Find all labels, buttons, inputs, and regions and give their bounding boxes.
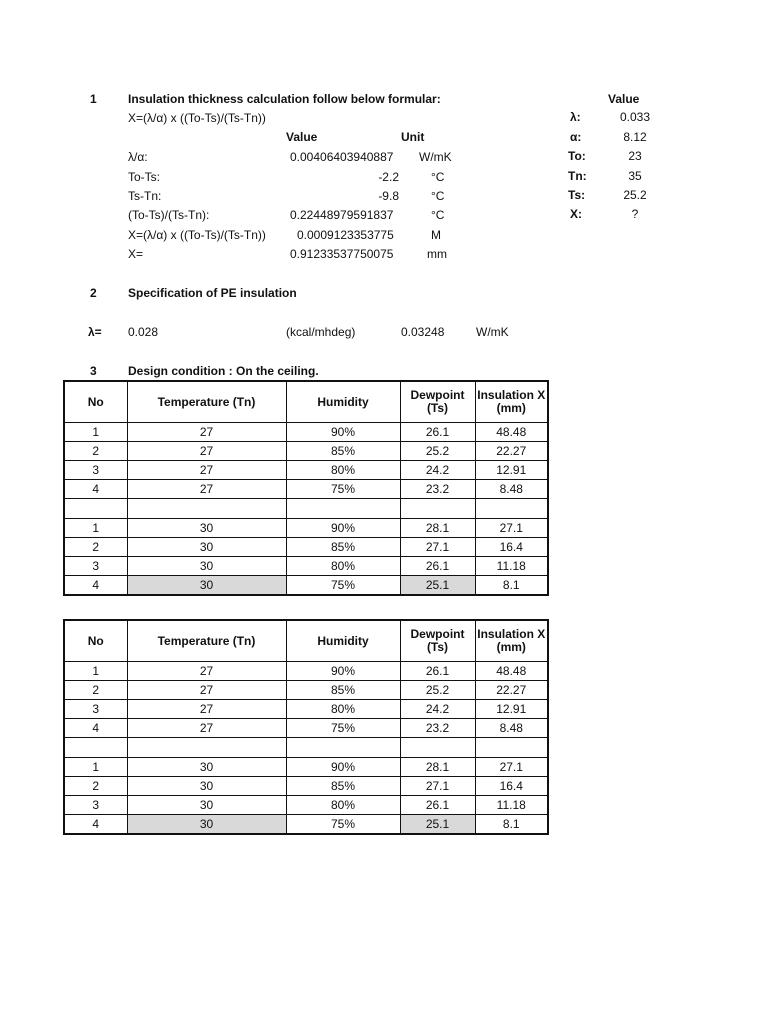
cell-dewpoint: 26.1 xyxy=(400,423,475,442)
cell-dewpoint: 28.1 xyxy=(400,519,475,538)
table-spacer-row xyxy=(64,499,548,519)
table-row xyxy=(64,777,548,796)
header-temperature: Temperature (Tn) xyxy=(127,620,286,662)
cell-no: 1 xyxy=(64,662,127,681)
section1-title: Insulation thickness calculation follow below formular: xyxy=(128,92,441,106)
section2-number: 2 xyxy=(90,286,97,300)
cell-dewpoint: 26.1 xyxy=(400,557,475,576)
table-row xyxy=(64,538,548,557)
table-row xyxy=(64,815,548,835)
calc-value: -9.8 xyxy=(378,189,399,203)
cell-humidity: 75% xyxy=(286,815,400,835)
lambda-converted-value: 0.03248 xyxy=(401,325,445,339)
calc-label: λ/α: xyxy=(128,150,148,164)
lambda-unit: (kcal/mhdeg) xyxy=(286,325,356,339)
empty-cell xyxy=(64,738,127,758)
param-value: ? xyxy=(631,207,639,221)
params-header: Value xyxy=(608,92,640,106)
cell-dewpoint: 26.1 xyxy=(400,662,475,681)
cell-dewpoint: 24.2 xyxy=(400,700,475,719)
empty-cell xyxy=(286,499,400,519)
header-humidity: Humidity xyxy=(286,381,400,423)
cell-humidity: 85% xyxy=(286,538,400,557)
calc-value: 0.00406403940887 xyxy=(290,150,394,164)
cell-insulation: 12.91 xyxy=(475,700,548,719)
cell-insulation: 8.1 xyxy=(475,815,548,835)
cell-dewpoint: 25.2 xyxy=(400,442,475,461)
cell-temperature: 27 xyxy=(127,423,286,442)
table-row xyxy=(64,557,548,576)
calc-label: X=(λ/α) x ((To-Ts)/(Ts-Tn)) xyxy=(128,228,266,242)
header-dewpoint xyxy=(400,381,475,423)
header-insulation-line2: (mm) xyxy=(496,401,526,415)
cell-insulation: 11.18 xyxy=(475,796,548,815)
cell-no: 4 xyxy=(64,719,127,738)
lambda-label: λ= xyxy=(88,325,102,339)
table-row xyxy=(64,719,548,738)
cell-dewpoint: 23.2 xyxy=(400,480,475,499)
calc-value: 0.22448979591837 xyxy=(290,208,394,222)
header-humidity: Humidity xyxy=(286,620,400,662)
design-table-1 xyxy=(63,380,549,596)
calc-label: (To-Ts)/(Ts-Tn): xyxy=(128,208,210,222)
table-header-row xyxy=(64,381,548,423)
table-row xyxy=(64,461,548,480)
cell-dewpoint: 25.1 xyxy=(400,576,475,596)
cell-humidity: 75% xyxy=(286,719,400,738)
calc-label: X= xyxy=(128,247,144,261)
cell-dewpoint: 23.2 xyxy=(400,719,475,738)
param-value: 0.033 xyxy=(619,110,651,124)
cell-dewpoint: 27.1 xyxy=(400,538,475,557)
calc-unit-header: Unit xyxy=(401,130,425,144)
cell-insulation: 8.1 xyxy=(475,576,548,596)
section1-number: 1 xyxy=(90,92,97,106)
section3-title: Design condition : On the ceiling. xyxy=(128,364,319,378)
cell-temperature: 30 xyxy=(127,758,286,777)
table-row xyxy=(64,423,548,442)
calc-unit: M xyxy=(431,228,441,242)
lambda-value: 0.028 xyxy=(128,325,159,339)
cell-temperature: 27 xyxy=(127,700,286,719)
param-label: Tn: xyxy=(568,169,587,183)
cell-no: 1 xyxy=(64,519,127,538)
table-row xyxy=(64,700,548,719)
cell-temperature: 30 xyxy=(127,557,286,576)
table-row xyxy=(64,662,548,681)
empty-cell xyxy=(127,738,286,758)
cell-humidity: 85% xyxy=(286,681,400,700)
table-row xyxy=(64,796,548,815)
cell-humidity: 80% xyxy=(286,557,400,576)
param-label: To: xyxy=(568,149,586,163)
cell-no: 2 xyxy=(64,777,127,796)
empty-cell xyxy=(127,499,286,519)
cell-insulation: 22.27 xyxy=(475,442,548,461)
table-row xyxy=(64,576,548,596)
table-row xyxy=(64,758,548,777)
cell-no: 4 xyxy=(64,480,127,499)
calc-unit: °C xyxy=(431,189,445,203)
cell-no: 3 xyxy=(64,557,127,576)
cell-dewpoint: 26.1 xyxy=(400,796,475,815)
header-no: No xyxy=(64,381,127,423)
empty-cell xyxy=(286,738,400,758)
calc-unit: mm xyxy=(427,247,447,261)
cell-insulation: 8.48 xyxy=(475,480,548,499)
param-value: 35 xyxy=(628,169,642,183)
cell-humidity: 75% xyxy=(286,480,400,499)
empty-cell xyxy=(64,499,127,519)
param-label: X: xyxy=(570,207,582,221)
design-table-2 xyxy=(63,619,549,835)
param-label: α: xyxy=(570,130,582,144)
cell-insulation: 16.4 xyxy=(475,538,548,557)
cell-dewpoint: 25.1 xyxy=(400,815,475,835)
cell-dewpoint: 28.1 xyxy=(400,758,475,777)
cell-temperature: 30 xyxy=(127,538,286,557)
lambda-converted-unit: W/mK xyxy=(476,325,509,339)
empty-cell xyxy=(400,738,475,758)
cell-temperature: 30 xyxy=(127,519,286,538)
cell-no: 2 xyxy=(64,681,127,700)
cell-insulation: 12.91 xyxy=(475,461,548,480)
cell-insulation: 8.48 xyxy=(475,719,548,738)
cell-no: 3 xyxy=(64,461,127,480)
table-row xyxy=(64,480,548,499)
calc-unit: °C xyxy=(431,208,445,222)
cell-no: 4 xyxy=(64,815,127,835)
cell-humidity: 90% xyxy=(286,662,400,681)
param-value: 23 xyxy=(628,149,642,163)
calc-value: -2.2 xyxy=(378,170,399,184)
calc-unit: °C xyxy=(431,170,445,184)
header-insulation xyxy=(475,381,548,423)
cell-no: 3 xyxy=(64,796,127,815)
header-insulation-line1: Insulation X xyxy=(477,388,546,402)
empty-cell xyxy=(475,499,548,519)
cell-humidity: 80% xyxy=(286,461,400,480)
calc-label: To-Ts: xyxy=(128,170,161,184)
cell-no: 1 xyxy=(64,423,127,442)
section3-number: 3 xyxy=(90,364,97,378)
cell-temperature: 27 xyxy=(127,681,286,700)
cell-dewpoint: 24.2 xyxy=(400,461,475,480)
cell-no: 3 xyxy=(64,700,127,719)
calc-value: 0.0009123353775 xyxy=(297,228,394,242)
cell-humidity: 85% xyxy=(286,442,400,461)
cell-humidity: 75% xyxy=(286,576,400,596)
empty-cell xyxy=(475,738,548,758)
calc-unit: W/mK xyxy=(419,150,452,164)
cell-humidity: 80% xyxy=(286,700,400,719)
calc-value: 0.91233537750075 xyxy=(290,247,394,261)
cell-temperature: 27 xyxy=(127,662,286,681)
section1-formula: X=(λ/α) x ((To-Ts)/(Ts-Tn)) xyxy=(128,111,266,125)
header-insulation-line1: Insulation X xyxy=(477,627,546,641)
cell-humidity: 90% xyxy=(286,758,400,777)
section2-title: Specification of PE insulation xyxy=(128,286,297,300)
header-insulation xyxy=(475,620,548,662)
cell-insulation: 48.48 xyxy=(475,423,548,442)
cell-temperature: 27 xyxy=(127,480,286,499)
header-dewpoint-line2: (Ts) xyxy=(426,640,449,654)
table-spacer-row xyxy=(64,738,548,758)
header-dewpoint xyxy=(400,620,475,662)
table-row xyxy=(64,442,548,461)
header-dewpoint-line1: Dewpoint xyxy=(410,388,465,402)
cell-insulation: 22.27 xyxy=(475,681,548,700)
cell-insulation: 27.1 xyxy=(475,758,548,777)
table-row xyxy=(64,519,548,538)
cell-humidity: 90% xyxy=(286,519,400,538)
table-row xyxy=(64,681,548,700)
header-insulation-line2: (mm) xyxy=(496,640,526,654)
cell-insulation: 11.18 xyxy=(475,557,548,576)
calc-value-header: Value xyxy=(286,130,318,144)
cell-insulation: 48.48 xyxy=(475,662,548,681)
param-label: Ts: xyxy=(568,188,586,202)
cell-no: 1 xyxy=(64,758,127,777)
cell-temperature: 30 xyxy=(127,576,286,596)
cell-dewpoint: 27.1 xyxy=(400,777,475,796)
header-no: No xyxy=(64,620,127,662)
header-dewpoint-line1: Dewpoint xyxy=(410,627,465,641)
table-header-row xyxy=(64,620,548,662)
cell-temperature: 27 xyxy=(127,719,286,738)
cell-humidity: 80% xyxy=(286,796,400,815)
cell-no: 2 xyxy=(64,538,127,557)
param-value: 25.2 xyxy=(623,188,647,202)
cell-temperature: 30 xyxy=(127,777,286,796)
param-label: λ: xyxy=(570,110,581,124)
cell-humidity: 90% xyxy=(286,423,400,442)
calc-label: Ts-Tn: xyxy=(128,189,162,203)
empty-cell xyxy=(400,499,475,519)
param-value: 8.12 xyxy=(623,130,647,144)
header-temperature: Temperature (Tn) xyxy=(127,381,286,423)
cell-temperature: 27 xyxy=(127,442,286,461)
cell-temperature: 27 xyxy=(127,461,286,480)
header-dewpoint-line2: (Ts) xyxy=(426,401,449,415)
cell-temperature: 30 xyxy=(127,815,286,835)
cell-insulation: 27.1 xyxy=(475,519,548,538)
cell-temperature: 30 xyxy=(127,796,286,815)
cell-no: 4 xyxy=(64,576,127,596)
cell-no: 2 xyxy=(64,442,127,461)
cell-humidity: 85% xyxy=(286,777,400,796)
cell-insulation: 16.4 xyxy=(475,777,548,796)
cell-dewpoint: 25.2 xyxy=(400,681,475,700)
